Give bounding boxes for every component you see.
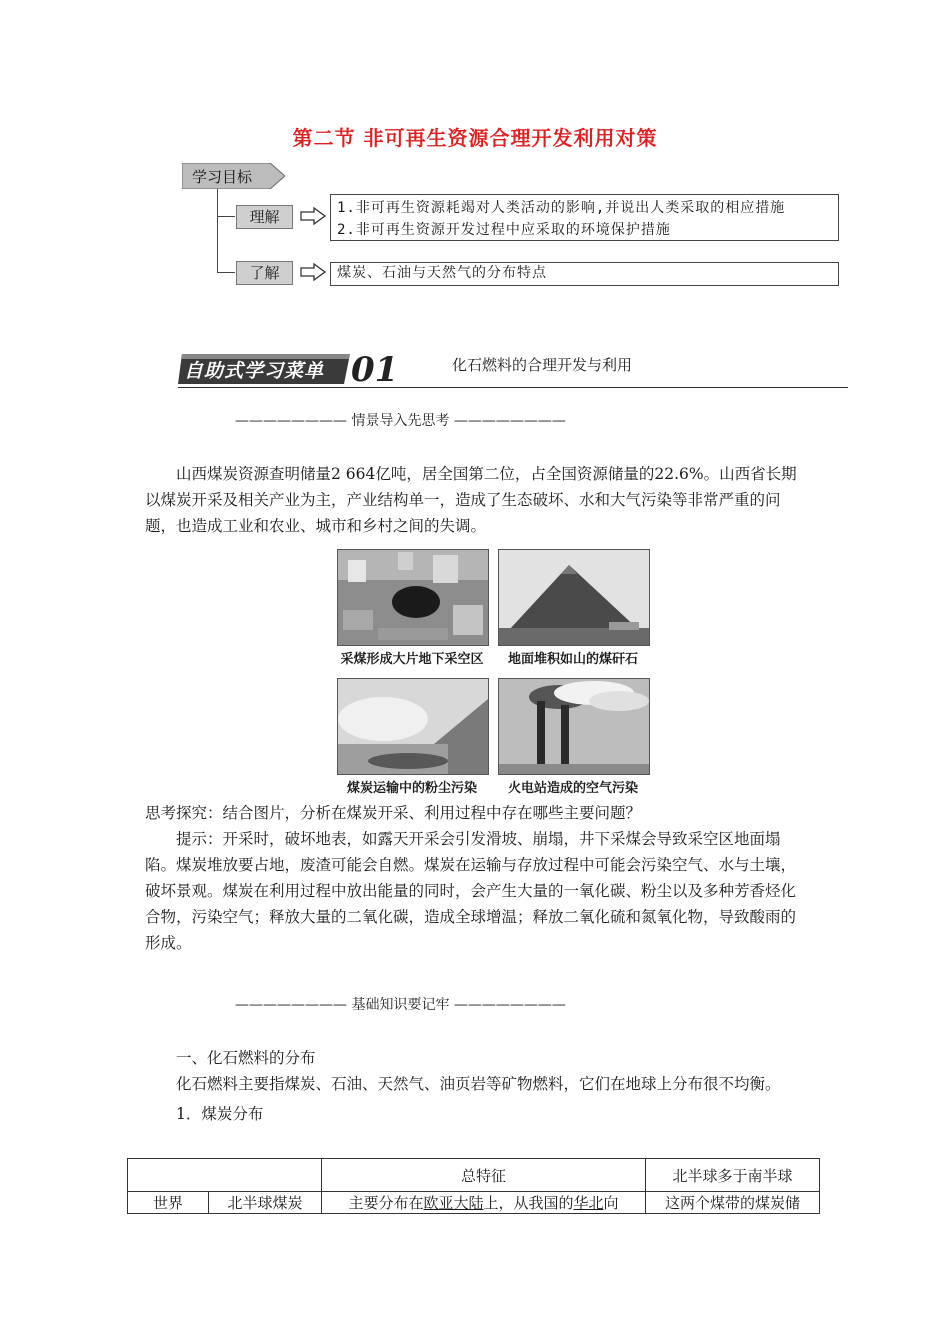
divider-basics: ———————— 基础知识要记牢 ———————— — [235, 997, 566, 1013]
objective-box-understand — [330, 194, 839, 241]
arrow-right-icon — [300, 263, 326, 281]
question-text: 思考探究：结合图片，分析在煤炭开采、利用过程中存在哪些主要问题？ — [145, 804, 642, 822]
underlined-term: 华北 — [573, 1194, 604, 1212]
arrow-right-icon — [300, 207, 326, 225]
objective-item: 2.非可再生资源开发过程中应采取的环境保护措施 — [337, 222, 671, 238]
table-cell: 北半球多于南半球 — [646, 1159, 820, 1192]
basics-intro: 化石燃料主要指煤炭、石油、天然气、油页岩等矿物燃料，它们在地球上分布很不均衡。 — [176, 1075, 781, 1093]
coal-distribution-table — [127, 1158, 820, 1214]
table-cell — [322, 1192, 646, 1214]
divider-intro: ———————— 情景导入先思考 ———————— — [235, 413, 566, 429]
table-cell: 北半球煤炭 — [209, 1192, 322, 1214]
cell-text: 主要分布在 — [348, 1194, 424, 1212]
banner-label: 自助式学习菜单 — [184, 360, 325, 382]
power-plant-photo — [498, 678, 650, 775]
table-cell — [128, 1159, 322, 1192]
basics-subheading: 1．煤炭分布 — [176, 1105, 264, 1123]
section-banner — [178, 350, 399, 390]
page-title: 第二节 非可再生资源合理开发利用对策 — [292, 126, 658, 150]
table-row — [128, 1192, 820, 1214]
level-tag-understand: 理解 — [236, 205, 293, 229]
photo-caption: 地面堆积如山的煤矸石 — [507, 652, 638, 667]
dust-pollution-photo — [337, 678, 489, 775]
table-cell: 世界 — [128, 1192, 209, 1214]
tree-branch-2 — [217, 272, 235, 273]
objective-item: 煤炭、石油与天然气的分布特点 — [337, 265, 547, 281]
objective-box-know — [330, 262, 839, 286]
question-block — [145, 800, 810, 956]
table-cell: 这两个煤带的煤炭储 — [646, 1192, 820, 1214]
table-cell: 总特征 — [322, 1159, 646, 1192]
gangue-hill-photo — [498, 549, 650, 646]
photo-caption: 火电站造成的空气污染 — [507, 781, 638, 796]
objectives-tag — [182, 163, 285, 189]
cell-text: 上，从我国的 — [483, 1194, 574, 1212]
collapse-pit-photo — [337, 549, 489, 646]
underlined-term: 欧亚大陆 — [423, 1194, 484, 1212]
intro-paragraph — [145, 461, 810, 539]
tree-connector — [217, 189, 218, 272]
basics-heading: 一、化石燃料的分布 — [176, 1049, 316, 1067]
basics-block — [145, 1045, 810, 1127]
tree-branch-1 — [217, 216, 235, 217]
banner-number: 01 — [351, 350, 399, 390]
answer-text: 提示：开采时，破坏地表，如露天开采会引发滑坡、崩塌，井下采煤会导致采空区地面塌陷。煤炭堆放要占地，废渣可能会自燃。煤炭在运输与存放过程中可能会污染空气、水与土壤，破坏景观。煤炭在利用过程中放出能量的同时，会产生大量的一氧化碳、粉尘以及多种芳香烃化合物，污染空气；释放大量的二氧化碳，造成全球增温；释放二氧化硫和氮氧化物，导致酸雨的形成。 — [145, 830, 797, 952]
section-subtitle: 化石燃料的合理开发与利用 — [452, 356, 633, 374]
cell-text: 向 — [603, 1194, 619, 1212]
level-tag-know: 了解 — [236, 261, 293, 285]
banner-rule — [178, 387, 848, 388]
table-row — [128, 1159, 820, 1192]
objectives-tag-label: 学习目标 — [192, 168, 253, 186]
intro-text: 山西煤炭资源查明储量2 664亿吨，居全国第二位，占全国资源储量的22.6%。山西省长期以煤炭开采及相关产业为主，产业结构单一，造成了生态破坏、水和大气污染等非常严重的问题，也造成工业和农业、城市和乡村之间的失调。 — [145, 465, 797, 535]
objective-item: 1.非可再生资源耗竭对人类活动的影响,并说出人类采取的相应措施 — [337, 200, 786, 216]
photo-caption: 煤炭运输中的粉尘污染 — [346, 781, 477, 796]
photo-caption: 采煤形成大片地下采空区 — [340, 652, 484, 667]
